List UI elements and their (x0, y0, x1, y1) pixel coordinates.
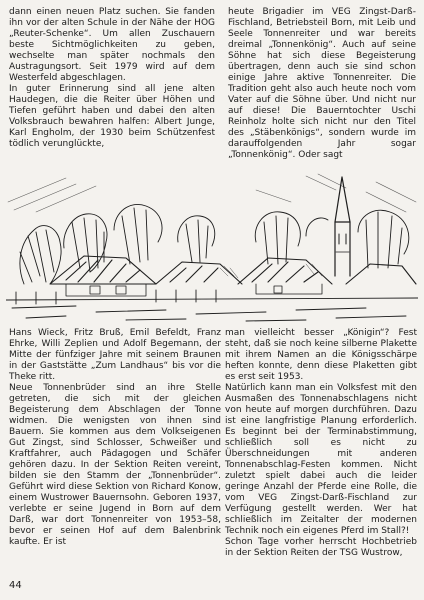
paragraph: In guter Erinnerung sind all jene alten Haudegen, die die Reiter über Höhen und Tiefen geführt haben und dabei den alten Volksbrauch bewahren halfen: Albert Junge, Karl Engholm, der 1930 beim Schützenfest tödlich verunglückte, (9, 84, 215, 149)
paragraph: Hans Wieck, Fritz Bruß, Emil Befeldt, Franz Ehrke, Willi Zeplien und Adolf Begemann, der Mitte der fünfziger Jahre mit seinem Braunen in der Gaststätte „Zum Landhaus“ bis vor die Theke ritt. (9, 328, 221, 382)
paragraph: man vielleicht besser „Königin“? Fest steht, daß sie noch keine silberne Plakette mit ihrem Namen an die Königsschärpe heften konnte, denn diese Plaketten gibt es erst seit 1953. (225, 328, 417, 382)
paragraph: Natürlich kann man ein Volksfest mit den Ausmaßen des Tonnenabschlagens nicht von heute auf morgen durchführen. Dazu ist eine langfristige Planung erforderlich. Es beginnt bei der Terminabstimmung, schließlich soll es nicht zu Überschneidungen mit anderen Tonnenabschlag-Festen kommen. Nicht zuletzt spielt dabei auch die leider geringe Anzahl der Pferde eine Rolle, die vom VEG Zingst-Darß-Fischland zur Verfügung gestellt werden. Wer hat schließlich im Zeitalter der modernen Technik noch ein eigenes Pferd im Stall?! (225, 383, 417, 536)
paragraph: dann einen neuen Platz suchen. Sie fanden ihn vor der alten Schule in der Nähe der HOG „Reuter-Schenke“. Um allen Zuschauern beste Sichtmöglichkeiten zu geben, wechselte man später nochmals den Austragungsort. Seit 1979 wird auf dem Westerfeld abgeschlagen. (9, 7, 215, 83)
paragraph: Schon Tage vorher herrscht Hochbetrieb in der Sektion Reiten der TSG Wustrow, (225, 537, 417, 558)
paragraph: heute Brigadier im VEG Zingst-Darß-Fischland, Betriebsteil Born, mit Leib und Seele Tonnenreiter und war bereits dreimal „Tonnenkönig“. Auch auf seine Söhne hat sich diese Begeisterung übertragen, denn auch sie sind schon einige Jahre aktive Tonnenreiter. Die Tradition geht also auch heute noch vom Vater auf die Söhne über. Und nicht nur auf diese! Die Bauerntochter Uschi Reinholz holte sich nicht nur den Titel des „Stäbenkönigs“, sondern wurde im darauffolgenden Jahr sogar „Tonnenkönig“. Oder sagt (228, 7, 416, 160)
text-column-top-right (228, 7, 416, 161)
village-sketch-illustration (6, 172, 418, 324)
paragraph: Neue Tonnenbrüder sind an ihre Stelle getreten, die sich mit der gleichen Begeisterung dem Abschlagen der Tonne widmen. Die wenigsten von ihnen sind Bauern. Sie kommen aus dem Volkseigenen Gut Zingst, sind Schlosser, Schweißer und Kraftfahrer, auch Pädagogen und Schäfer gehören dazu. In der Sektion Reiten vereint, bilden sie den Stamm der „Tonnenbrüder“. Geführt wird diese Sektion von Richard Konow, einem Wustrower Bauernsohn. Geboren 1937, verlebte er seine Jugend in Born auf dem Darß, war dort Tonnenreiter von 1953–58, bevor er seinen Hof auf dem Balenbrink kaufte. Er ist (9, 383, 221, 547)
text-column-bottom-left (9, 328, 221, 548)
text-column-top-left (9, 7, 215, 150)
page-number: 44 (9, 580, 22, 591)
text-column-bottom-right (225, 328, 417, 559)
